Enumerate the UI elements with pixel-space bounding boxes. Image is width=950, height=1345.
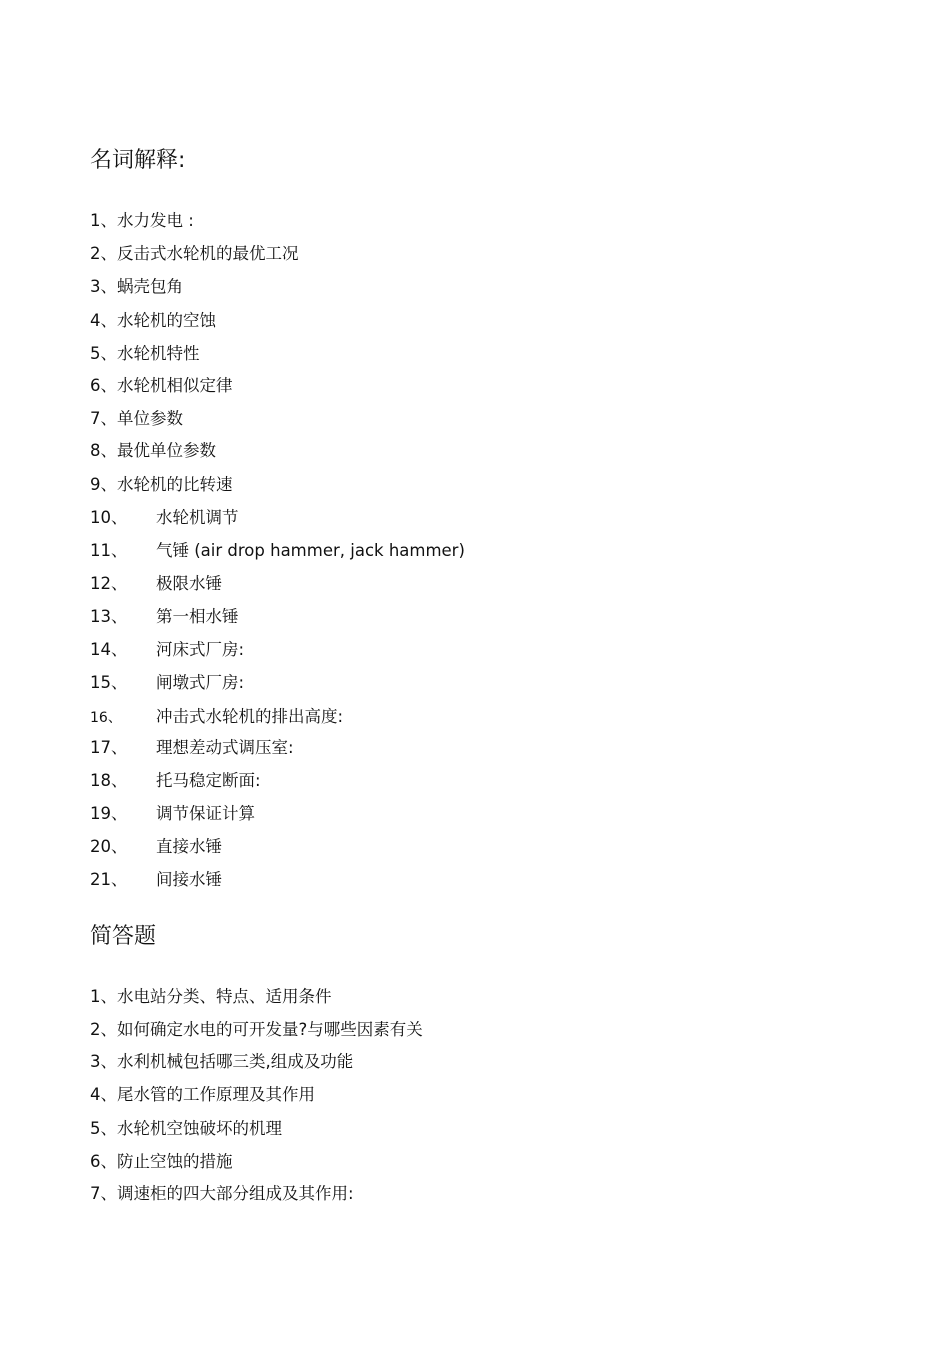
list-item: 13、 第一相水锤 [90, 607, 239, 626]
list-item: 3、水利机械包括哪三类,组成及功能 [90, 1052, 354, 1071]
list-item: 18、 托马稳定断面: [90, 771, 261, 790]
list-item: 14、 河床式厂房: [90, 640, 245, 659]
list-item: 10、 水轮机调节 [90, 508, 239, 527]
list-item: 9、水轮机的比转速 [90, 475, 233, 494]
list-item: 21、 间接水锤 [90, 870, 222, 889]
list-item: 3、蜗壳包角 [90, 277, 183, 296]
section-title-short-answer: 简答题 [90, 924, 157, 949]
list-item: 20、 直接水锤 [90, 837, 222, 856]
list-item: 12、 极限水锤 [90, 574, 222, 593]
list-item: 1、水电站分类、特点、适用条件 [90, 987, 332, 1006]
list-item: 5、水轮机空蚀破坏的机理 [90, 1119, 282, 1138]
section-title-definitions: 名词解释: [90, 148, 186, 173]
list-item: 7、单位参数 [90, 409, 183, 428]
list-item: 1、水力发电 : [90, 211, 194, 230]
list-item: 4、水轮机的空蚀 [90, 311, 216, 330]
list-item: 16、 冲击式水轮机的排出高度: [90, 707, 344, 726]
list-item: 11、 气锤 (air drop hammer, jack hammer) [90, 541, 465, 560]
list-item: 15、 闸墩式厂房: [90, 673, 245, 692]
list-item: 4、尾水管的工作原理及其作用 [90, 1085, 315, 1104]
list-item: 2、反击式水轮机的最优工况 [90, 244, 299, 263]
list-item: 7、调速柜的四大部分组成及其作用: [90, 1184, 354, 1203]
list-item: 2、如何确定水电的可开发量?与哪些因素有关 [90, 1020, 423, 1039]
list-item: 6、防止空蚀的措施 [90, 1152, 233, 1171]
list-item: 17、 理想差动式调压室: [90, 738, 294, 757]
list-item: 5、水轮机特性 [90, 344, 200, 363]
list-item: 8、最优单位参数 [90, 441, 216, 460]
list-item: 19、 调节保证计算 [90, 804, 255, 823]
list-item: 6、水轮机相似定律 [90, 376, 233, 395]
